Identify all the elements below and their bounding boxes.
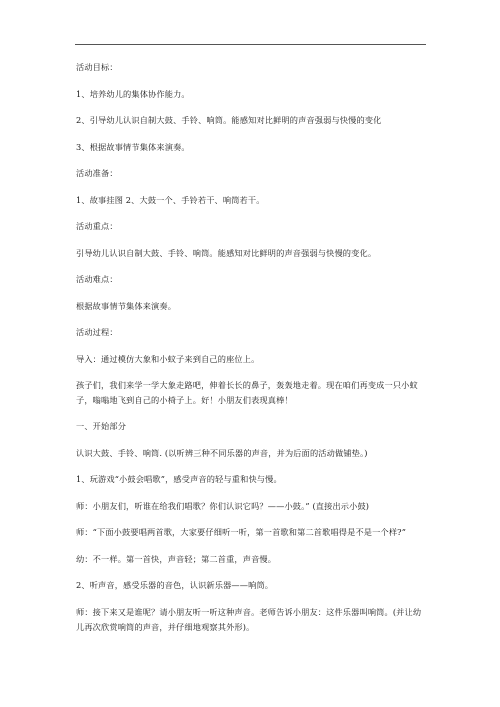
heading-difficulties: 活动难点： <box>76 274 118 284</box>
goal-item-2: 2、引导幼儿认识自制大鼓、手铃、响筒。能感知对比鲜明的声音强弱与快慢的变化 <box>76 115 382 125</box>
intro-text: 导入：通过模仿大象和小蚊子来到自己的座位上。 <box>76 353 260 364</box>
heading-activity-preparation: 活动准备： <box>76 168 118 178</box>
teacher-line-2: 师：“下面小鼓要唱两首歌，大家要仔细听一听，第一首歌和第二首歌唱得是不是一个样?” <box>76 527 407 537</box>
section-one-heading: 一、开始部分 <box>76 421 127 431</box>
section-one-intro: 认识大鼓、手铃、响筒. (以听辨三种不同乐器的声音，并为后面的活动做铺垫。) <box>76 447 368 458</box>
key-points-text: 引导幼儿认识自制大鼓、手铃、响筒。能感知对比鲜明的声音强弱与快慢的变化。 <box>76 247 377 258</box>
teacher-line-1: 师：小朋友们，听谁在给我们唱歌？你们认识它吗？——小鼓。” (直接出示小鼓) <box>76 500 370 511</box>
teacher-line-3: 师：接下来又是谁呢？请小朋友听一听这种声音。老师告诉小朋友：这件乐器叫响筒。(并让幼儿再次欣赏响筒的声音，并仔细地观察其外形)。 <box>76 606 422 632</box>
difficulties-text: 根据故事情节集体来演奏。 <box>76 300 177 311</box>
step-1-text: 1、玩游戏“小鼓会唱歌”，感受声音的轻与重和快与慢。 <box>76 474 282 484</box>
step-2-text: 2、听声音，感受乐器的音色，认识新乐器——响筒。 <box>76 580 274 590</box>
heading-activity-process: 活动过程： <box>76 327 118 337</box>
goal-item-1: 1、培养幼儿的集体协作能力。 <box>76 88 190 99</box>
intro-detail-text: 孩子们，我们来学一学大象走路吧，伸着长长的鼻子，轰轰地走着。现在咱们再变成一只小蚊子，嗡嗡地飞到自己的小椅子上。好！小朋友们表现真棒！ <box>76 380 418 405</box>
heading-key-points: 活动重点： <box>76 221 118 231</box>
header-rule <box>75 44 426 45</box>
document-body <box>76 60 424 646</box>
goal-item-3: 3、根据故事情节集体来演奏。 <box>76 141 190 152</box>
child-response: 幼：不一样。第一首快，声音轻；第二首重，声音慢。 <box>76 553 277 564</box>
preparation-item-1: 1、故事挂图 2、大鼓一个、手铃若干、响筒若干。 <box>76 194 265 205</box>
heading-activity-goals: 活动目标： <box>76 62 118 72</box>
